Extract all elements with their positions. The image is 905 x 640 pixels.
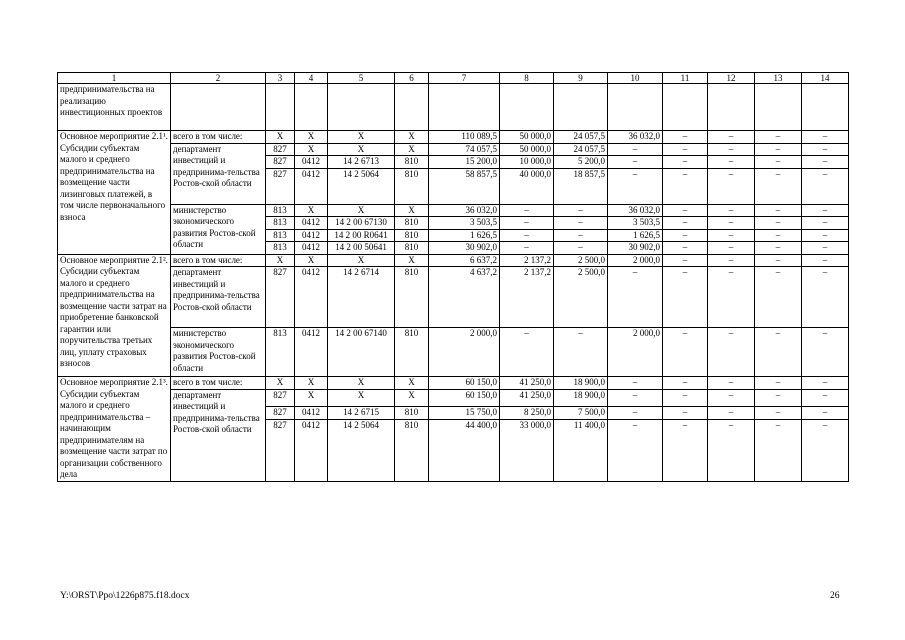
value-cell: 14 2 6715 <box>328 407 395 420</box>
value-cell: 0412 <box>295 156 328 169</box>
value-cell: 8 250,0 <box>500 407 554 420</box>
value-cell: 14 2 5064 <box>328 419 395 481</box>
value-cell: 30 902,0 <box>429 242 500 255</box>
table-row <box>58 328 849 377</box>
value-cell: 24 057,5 <box>554 131 608 144</box>
value-cell: 15 750,0 <box>429 407 500 420</box>
value-cell: – <box>802 328 849 377</box>
header-cell-8: 8 <box>500 73 554 84</box>
executor-cell: департамент инвестиций и предпринима-тельства Ростов-ской области <box>171 267 266 328</box>
value-cell: – <box>608 168 663 204</box>
value-cell: – <box>663 377 708 390</box>
value-cell: – <box>802 407 849 420</box>
value-cell: 10 000,0 <box>500 156 554 169</box>
value-cell: 14 2 00 R0641 <box>328 229 395 242</box>
value-cell: 14 2 00 67140 <box>328 328 395 377</box>
value-cell: 810 <box>395 407 429 420</box>
value-cell: – <box>554 328 608 377</box>
value-cell: – <box>802 204 849 217</box>
value-cell: 36 032,0 <box>429 204 500 217</box>
value-cell: – <box>802 389 849 407</box>
value-cell: Х <box>395 389 429 407</box>
value-cell: – <box>500 328 554 377</box>
table-cell <box>802 84 849 131</box>
value-cell: 18 857,5 <box>554 168 608 204</box>
value-cell: – <box>755 328 802 377</box>
value-cell: 3 503,5 <box>608 217 663 230</box>
value-cell: 41 250,0 <box>500 377 554 390</box>
value-cell: 1 626,5 <box>429 229 500 242</box>
value-cell: – <box>755 242 802 255</box>
header-cell-2: 2 <box>171 73 266 84</box>
header-cell-4: 4 <box>295 73 328 84</box>
value-cell: 50 000,0 <box>500 131 554 144</box>
value-cell: 810 <box>395 419 429 481</box>
value-cell: 36 032,0 <box>608 131 663 144</box>
value-cell: 7 500,0 <box>554 407 608 420</box>
executor-cell: департамент инвестиций и предпринима-тельства Ростов-ской области <box>171 143 266 204</box>
table-row <box>58 267 849 328</box>
value-cell: – <box>802 242 849 255</box>
value-cell: – <box>708 168 755 204</box>
value-cell: 30 902,0 <box>608 242 663 255</box>
value-cell: 0412 <box>295 328 328 377</box>
value-cell: 2 000,0 <box>608 254 663 267</box>
value-cell: 0412 <box>295 217 328 230</box>
value-cell: 813 <box>266 229 295 242</box>
value-cell: – <box>663 267 708 328</box>
header-cell-7: 7 <box>429 73 500 84</box>
value-cell: – <box>708 407 755 420</box>
value-cell: 15 200,0 <box>429 156 500 169</box>
value-cell: – <box>663 254 708 267</box>
value-cell: Х <box>395 143 429 156</box>
value-cell: 14 2 6714 <box>328 267 395 328</box>
value-cell: 827 <box>266 389 295 407</box>
value-cell: 0412 <box>295 267 328 328</box>
value-cell: – <box>802 131 849 144</box>
value-cell: 813 <box>266 328 295 377</box>
table-cell <box>755 84 802 131</box>
value-cell: – <box>755 131 802 144</box>
value-cell: 11 400,0 <box>554 419 608 481</box>
value-cell: Х <box>266 377 295 390</box>
value-cell: – <box>708 267 755 328</box>
value-cell: 810 <box>395 229 429 242</box>
value-cell: – <box>708 217 755 230</box>
header-cell-5: 5 <box>328 73 395 84</box>
value-cell: 110 089,5 <box>429 131 500 144</box>
value-cell: – <box>708 204 755 217</box>
value-cell: 810 <box>395 267 429 328</box>
value-cell: – <box>554 229 608 242</box>
header-cell-6: 6 <box>395 73 429 84</box>
header-cell-12: 12 <box>708 73 755 84</box>
value-cell: – <box>755 419 802 481</box>
value-cell: 813 <box>266 217 295 230</box>
value-cell: 60 150,0 <box>429 377 500 390</box>
value-cell: Х <box>328 143 395 156</box>
value-cell: – <box>755 168 802 204</box>
value-cell: 2 137,2 <box>500 267 554 328</box>
value-cell: 24 057,5 <box>554 143 608 156</box>
table-cell <box>708 84 755 131</box>
value-cell: 0412 <box>295 407 328 420</box>
value-cell: 14 2 00 50641 <box>328 242 395 255</box>
value-cell: Х <box>395 254 429 267</box>
value-cell: 41 250,0 <box>500 389 554 407</box>
value-cell: Х <box>295 131 328 144</box>
table-cell <box>429 84 500 131</box>
measure-name-cell: Основное мероприятие 2.1¹. Субсидии субъектам малого и среднего предпринимательства на возмещение части лизинговых платежей, в том числе первоначального взноса <box>58 131 171 255</box>
value-cell: – <box>663 217 708 230</box>
value-cell: – <box>802 267 849 328</box>
value-cell: – <box>663 389 708 407</box>
value-cell: – <box>663 143 708 156</box>
value-cell: 0412 <box>295 168 328 204</box>
value-cell: – <box>708 328 755 377</box>
value-cell: 2 500,0 <box>554 267 608 328</box>
value-cell: – <box>708 229 755 242</box>
value-cell: 74 057,5 <box>429 143 500 156</box>
value-cell: – <box>663 419 708 481</box>
measure-name-cell: Основное мероприятие 2.1³. Субсидии субъектам малого и среднего предпринимательства – начинающим предпринимателям на возмещение части затрат по организации собственного дела <box>58 377 171 482</box>
header-cell-13: 13 <box>755 73 802 84</box>
value-cell: 827 <box>266 168 295 204</box>
value-cell: Х <box>328 254 395 267</box>
value-cell: 6 637,2 <box>429 254 500 267</box>
header-cell-9: 9 <box>554 73 608 84</box>
value-cell: – <box>663 242 708 255</box>
value-cell: 0412 <box>295 229 328 242</box>
value-cell: 18 900,0 <box>554 377 608 390</box>
value-cell: – <box>500 229 554 242</box>
value-cell: 4 637,2 <box>429 267 500 328</box>
table-cell <box>663 84 708 131</box>
value-cell: Х <box>328 389 395 407</box>
value-cell: Х <box>295 254 328 267</box>
value-cell: – <box>663 407 708 420</box>
value-cell: 1 626,5 <box>608 229 663 242</box>
value-cell: – <box>663 229 708 242</box>
value-cell: – <box>663 131 708 144</box>
value-cell: 58 857,5 <box>429 168 500 204</box>
table-row <box>58 84 849 131</box>
executor-cell: министерство экономического развития Ростов-ской области <box>171 204 266 254</box>
value-cell: – <box>608 407 663 420</box>
value-cell: – <box>802 168 849 204</box>
table-row <box>58 143 849 156</box>
value-cell: 810 <box>395 242 429 255</box>
value-cell: – <box>755 143 802 156</box>
value-cell: 2 000,0 <box>429 328 500 377</box>
value-cell: – <box>663 328 708 377</box>
footer-page-number: 26 <box>830 591 840 601</box>
value-cell: 5 200,0 <box>554 156 608 169</box>
value-cell: – <box>755 377 802 390</box>
value-cell: 827 <box>266 407 295 420</box>
value-cell: – <box>663 204 708 217</box>
table-cell <box>295 84 328 131</box>
value-cell: 810 <box>395 168 429 204</box>
header-cell-1: 1 <box>58 73 171 84</box>
value-cell: – <box>755 204 802 217</box>
table-row <box>58 377 849 390</box>
value-cell: 827 <box>266 267 295 328</box>
value-cell: – <box>708 242 755 255</box>
value-cell: 50 000,0 <box>500 143 554 156</box>
value-cell: 14 2 6713 <box>328 156 395 169</box>
value-cell: – <box>608 156 663 169</box>
value-cell: – <box>755 407 802 420</box>
value-cell: – <box>608 419 663 481</box>
value-cell: Х <box>295 377 328 390</box>
value-cell: 36 032,0 <box>608 204 663 217</box>
value-cell: – <box>802 143 849 156</box>
value-cell: – <box>663 168 708 204</box>
table-cell <box>554 84 608 131</box>
value-cell: 827 <box>266 156 295 169</box>
value-cell: – <box>755 389 802 407</box>
value-cell: – <box>755 254 802 267</box>
value-cell: – <box>608 377 663 390</box>
value-cell: – <box>500 204 554 217</box>
value-cell: – <box>708 156 755 169</box>
executor-cell: всего в том числе: <box>171 377 266 390</box>
table-cell <box>500 84 554 131</box>
table-cell <box>171 84 266 131</box>
executor-cell: всего в том числе: <box>171 254 266 267</box>
value-cell: – <box>608 267 663 328</box>
value-cell: – <box>708 419 755 481</box>
value-cell: – <box>708 131 755 144</box>
table-cell <box>328 84 395 131</box>
executor-cell: департамент инвестиций и предпринима-тельства Ростов-ской области <box>171 389 266 481</box>
table-row <box>58 131 849 144</box>
value-cell: – <box>755 156 802 169</box>
value-cell: – <box>802 156 849 169</box>
value-cell: – <box>802 217 849 230</box>
table-row <box>58 389 849 407</box>
value-cell: – <box>554 204 608 217</box>
value-cell: 44 400,0 <box>429 419 500 481</box>
value-cell: 14 2 5064 <box>328 168 395 204</box>
table-cell <box>395 84 429 131</box>
value-cell: 2 137,2 <box>500 254 554 267</box>
value-cell: 14 2 00 67130 <box>328 217 395 230</box>
header-row <box>58 73 849 84</box>
value-cell: – <box>500 242 554 255</box>
measure-name-cell: предпринимательства на реализацию инвестиционных проектов <box>58 84 171 131</box>
executor-cell: всего в том числе: <box>171 131 266 144</box>
header-cell-10: 10 <box>608 73 663 84</box>
value-cell: – <box>608 389 663 407</box>
value-cell: – <box>554 242 608 255</box>
value-cell: 813 <box>266 242 295 255</box>
value-cell: Х <box>395 377 429 390</box>
header-cell-3: 3 <box>266 73 295 84</box>
value-cell: – <box>802 254 849 267</box>
value-cell: 2 000,0 <box>608 328 663 377</box>
table-row <box>58 254 849 267</box>
value-cell: 60 150,0 <box>429 389 500 407</box>
value-cell: – <box>755 217 802 230</box>
value-cell: Х <box>395 204 429 217</box>
value-cell: 810 <box>395 328 429 377</box>
measure-name-cell: Основное мероприятие 2.1². Субсидии субъектам малого и среднего предпринимательства на возмещение части затрат на приобретение банковской гарантии или поручительства третьих лиц, уплату страховых взносов <box>58 254 171 377</box>
value-cell: – <box>708 254 755 267</box>
value-cell: Х <box>295 143 328 156</box>
value-cell: 810 <box>395 156 429 169</box>
value-cell: 2 500,0 <box>554 254 608 267</box>
value-cell: – <box>755 267 802 328</box>
value-cell: 3 503,5 <box>429 217 500 230</box>
value-cell: – <box>708 377 755 390</box>
value-cell: Х <box>328 377 395 390</box>
value-cell: 40 000,0 <box>500 168 554 204</box>
footer-file-path: Y:\ORST\Ppo\1226p875.f18.docx <box>60 591 190 601</box>
value-cell: – <box>708 143 755 156</box>
value-cell: Х <box>266 254 295 267</box>
value-cell: 810 <box>395 217 429 230</box>
table-cell <box>608 84 663 131</box>
value-cell: – <box>554 217 608 230</box>
header-cell-11: 11 <box>663 73 708 84</box>
table-row <box>58 204 849 217</box>
value-cell: Х <box>266 131 295 144</box>
value-cell: Х <box>328 204 395 217</box>
value-cell: – <box>802 229 849 242</box>
value-cell: Х <box>295 389 328 407</box>
header-cell-14: 14 <box>802 73 849 84</box>
value-cell: – <box>500 217 554 230</box>
executor-cell: министерство экономического развития Ростов-ской области <box>171 328 266 377</box>
value-cell: 813 <box>266 204 295 217</box>
budget-table-grid <box>57 72 849 482</box>
value-cell: – <box>802 377 849 390</box>
value-cell: Х <box>395 131 429 144</box>
budget-table <box>57 72 848 542</box>
value-cell: 0412 <box>295 242 328 255</box>
value-cell: Х <box>328 131 395 144</box>
value-cell: – <box>802 419 849 481</box>
value-cell: 33 000,0 <box>500 419 554 481</box>
value-cell: – <box>663 156 708 169</box>
value-cell: 18 900,0 <box>554 389 608 407</box>
value-cell: – <box>755 229 802 242</box>
value-cell: 0412 <box>295 419 328 481</box>
table-cell <box>266 84 295 131</box>
value-cell: – <box>608 143 663 156</box>
value-cell: – <box>708 389 755 407</box>
value-cell: 827 <box>266 419 295 481</box>
value-cell: 827 <box>266 143 295 156</box>
value-cell: Х <box>295 204 328 217</box>
